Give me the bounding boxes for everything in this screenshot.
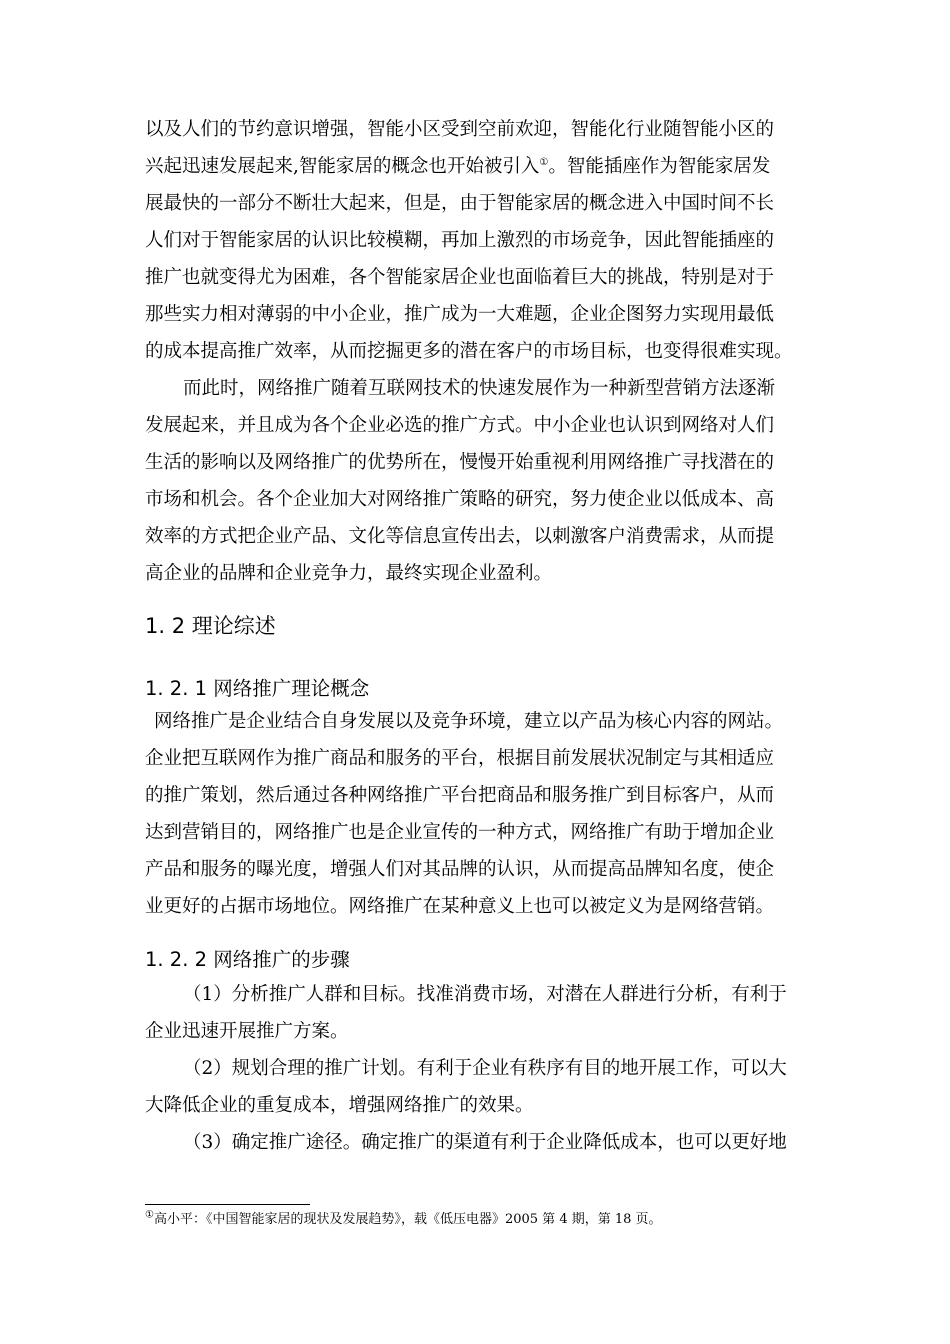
s121-line-6: 业更好的占据市场地位。网络推广在某种意义上也可以被定义为是网络营销。 bbox=[145, 896, 775, 917]
para2-line-1: 而此时，网络推广随着互联网技术的快速发展作为一种新型营销方法逐渐 bbox=[183, 378, 776, 399]
s121-line-1: 网络推广是企业结合自身发展以及竞争环境，建立以产品为核心内容的网站。 bbox=[154, 711, 784, 732]
s121-line-3: 的推广策划，然后通过各种网络推广平台把商品和服务推广到目标客户，从而 bbox=[145, 785, 775, 806]
para2-line-5: 效率的方式把企业产品、文化等信息宣传出去，以刺激客户消费需求，从而提 bbox=[145, 526, 775, 547]
intro-line-2-tail: 。智能插座作为智能家居发 bbox=[548, 156, 771, 177]
section-heading-1-2: 1. 2 理论综述 bbox=[145, 614, 276, 638]
s122-line-2: 企业迅速开展推广方案。 bbox=[145, 1021, 349, 1042]
footnote-divider bbox=[145, 1204, 310, 1205]
intro-line-2 bbox=[145, 155, 770, 179]
section-heading-1-2-1: 1. 2. 1 网络推广理论概念 bbox=[145, 677, 370, 700]
intro-line-6: 那些实力相对薄弱的中小企业，推广成为一大难题，企业企图努力实现用最低 bbox=[145, 304, 775, 325]
s122-line-5: （3）确定推广途径。确定推广的渠道有利于企业降低成本，也可以更好地 bbox=[183, 1132, 787, 1153]
footnote bbox=[145, 1211, 662, 1229]
para2-line-2: 发展起来，并且成为各个企业必选的推广方式。中小企业也认识到网络对人们 bbox=[145, 415, 775, 436]
para2-line-3: 生活的影响以及网络推广的优势所在，慢慢开始重视利用网络推广寻找潜在的 bbox=[145, 452, 775, 473]
intro-line-3: 展最快的一部分不断壮大起来，但是，由于智能家居的概念进入中国时间不长 bbox=[145, 193, 775, 214]
footnote-marker: ① bbox=[145, 1209, 154, 1221]
section-heading-1-2-2: 1. 2. 2 网络推广的步骤 bbox=[145, 948, 350, 971]
intro-line-1: 以及人们的节约意识增强，智能小区受到空前欢迎，智能化行业随智能小区的 bbox=[145, 119, 775, 140]
s122-line-1: （1）分析推广人群和目标。找准消费市场，对潜在人群进行分析，有利于 bbox=[183, 984, 787, 1005]
s121-line-2: 企业把互联网作为推广商品和服务的平台，根据目前发展状况制定与其相适应 bbox=[145, 748, 775, 769]
footnote-ref[interactable]: ① bbox=[539, 156, 549, 168]
footnote-text: 高小平：《中国智能家居的现状及发展趋势》，载《低压电器》2005 第 4 期，第 18 页。 bbox=[153, 1212, 662, 1227]
intro-line-5: 推广也就变得尤为困难，各个智能家居企业也面临着巨大的挑战，特别是对于 bbox=[145, 267, 775, 288]
para2-line-6: 高企业的品牌和企业竞争力，最终实现企业盈利。 bbox=[145, 563, 553, 584]
s122-line-4: 大降低企业的重复成本，增强网络推广的效果。 bbox=[145, 1095, 534, 1116]
para2-line-4: 市场和机会。各个企业加大对网络推广策略的研究，努力使企业以低成本、高 bbox=[145, 489, 775, 510]
intro-line-2-text: 兴起迅速发展起来,智能家居的概念也开始被引入 bbox=[145, 156, 540, 177]
s121-line-4: 达到营销目的，网络推广也是企业宣传的一种方式，网络推广有助于增加企业 bbox=[145, 822, 775, 843]
intro-line-4: 人们对于智能家居的认识比较模糊，再加上激烈的市场竞争，因此智能插座的 bbox=[145, 230, 775, 251]
s122-line-3: （2）规划合理的推广计划。有利于企业有秩序有目的地开展工作，可以大 bbox=[183, 1058, 787, 1079]
intro-line-7: 的成本提高推广效率，从而挖掘更多的潜在客户的市场目标，也变得很难实现。 bbox=[145, 341, 793, 362]
s121-line-5: 产品和服务的曝光度，增强人们对其品牌的认识，从而提高品牌知名度，使企 bbox=[145, 859, 775, 880]
